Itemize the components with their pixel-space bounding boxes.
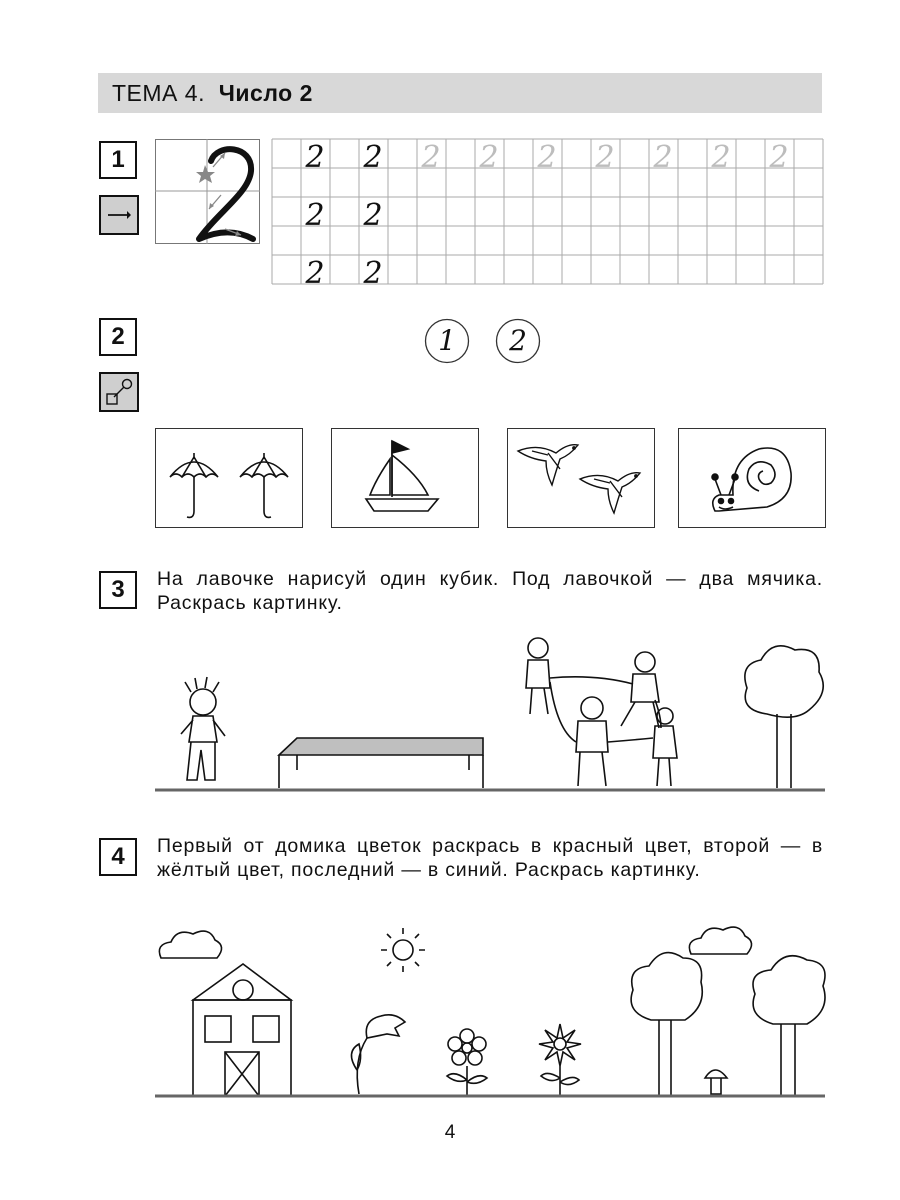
flower-bell — [351, 1015, 405, 1094]
house — [193, 964, 291, 1096]
copy-digit-sample: 2 — [363, 256, 383, 291]
tree-right — [753, 956, 825, 1096]
topic-header — [112, 80, 313, 107]
copy-digit-sample: 2 — [305, 256, 325, 291]
scene-house[interactable] — [155, 920, 825, 1100]
copy-digit-sample: 2 — [363, 198, 383, 233]
picture-sailboat[interactable] — [331, 428, 479, 528]
copy-digit-sample: 2 — [479, 140, 499, 175]
girl-figure — [181, 677, 225, 780]
task-3-text: На лавочке нарисуй один кубик. Под лавочкой — два мячика. Раскрась картинку. — [157, 568, 823, 614]
flower-star — [539, 1024, 581, 1096]
sailboat-icon — [332, 429, 480, 529]
digit-2-model — [155, 139, 260, 245]
task-number-3: 3 — [99, 571, 137, 609]
copy-digit-sample: 2 — [363, 140, 383, 175]
cloud-right — [689, 927, 751, 954]
mushroom — [705, 1070, 727, 1094]
topic-title: Число 2 — [218, 80, 313, 106]
page-number: 4 — [444, 1122, 456, 1143]
flower-daisy — [447, 1029, 487, 1096]
umbrellas-icon — [156, 429, 304, 529]
task-number-4: 4 — [99, 838, 137, 876]
cloud-left — [159, 931, 221, 958]
digit-circle-1[interactable]: 1 — [424, 318, 470, 364]
topic-label: ТЕМА 4. — [112, 80, 205, 106]
copy-digit-sample: 2 — [305, 198, 325, 233]
scene-park[interactable] — [155, 630, 825, 800]
bench — [279, 738, 483, 788]
arrow-right-icon — [99, 195, 139, 235]
copy-digit-sample: 2 — [711, 140, 731, 175]
task-number-1: 1 — [99, 141, 137, 179]
children-rope — [526, 638, 677, 786]
digit-circle-2[interactable]: 2 — [495, 318, 541, 364]
copy-grid[interactable] — [272, 139, 822, 291]
birds-icon — [508, 429, 656, 529]
tree — [745, 646, 823, 788]
tree-left — [631, 953, 702, 1096]
copy-digit-sample: 2 — [769, 140, 789, 175]
picture-birds[interactable] — [507, 428, 655, 528]
copy-digit-sample: 2 — [537, 140, 557, 175]
picture-umbrellas[interactable] — [155, 428, 303, 528]
copy-digit-sample: 2 — [595, 140, 615, 175]
task-number-2: 2 — [99, 318, 137, 356]
sun-icon — [381, 928, 425, 972]
connect-icon — [99, 372, 139, 412]
picture-snail[interactable] — [678, 428, 826, 528]
copy-digit-sample: 2 — [421, 140, 441, 175]
snail-icon — [679, 429, 827, 529]
copy-digit-sample: 2 — [653, 140, 673, 175]
task-4-text: Первый от домика цветок раскрась в красный цвет, второй — в жёлтый цвет, последний — в синий. Раскрась картинку. — [157, 835, 823, 881]
copy-digit-sample: 2 — [305, 140, 325, 175]
